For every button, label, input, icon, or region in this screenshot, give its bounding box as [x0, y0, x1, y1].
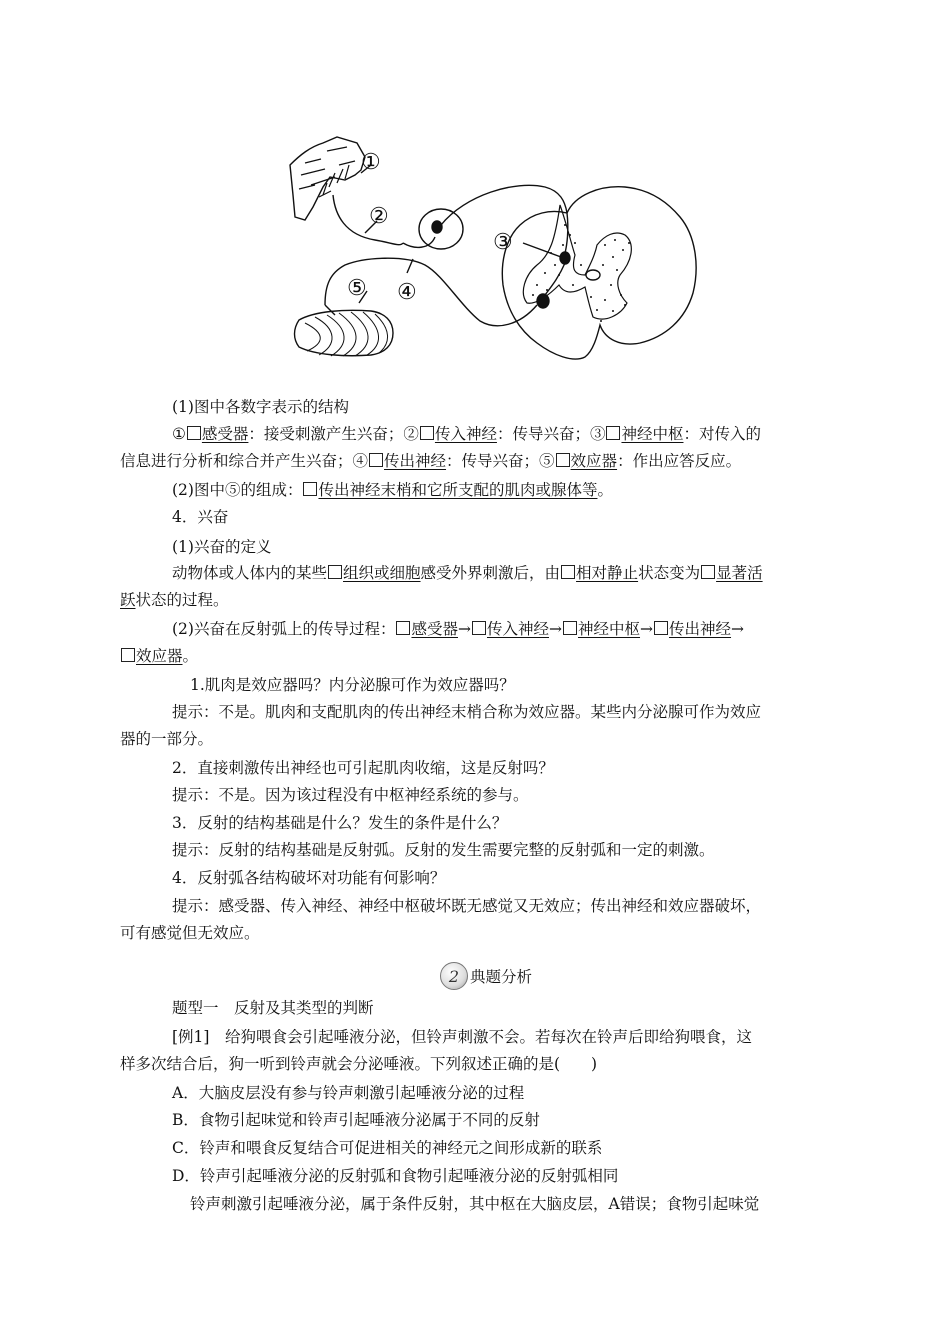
label-1: ①	[361, 150, 381, 175]
text-line	[120, 423, 761, 445]
label-3: ③	[493, 230, 513, 255]
answer-box	[328, 565, 342, 579]
text-segment: (1)兴奋的定义	[172, 538, 272, 556]
text-line	[120, 997, 374, 1019]
text-segment: B．食物引起味觉和铃声引起唾液分泌属于不同的反射	[172, 1111, 540, 1129]
text-segment: (2)兴奋在反射弧上的传导过程：	[172, 620, 396, 638]
text-segment: 提示：不是。肌肉和支配肌肉的传出神经末梢合称为效应器。某些内分泌腺可作为效应	[172, 703, 762, 721]
answer-box	[303, 482, 317, 496]
text-line	[120, 784, 529, 806]
text-segment: 提示：不是。因为该过程没有中枢神经系统的参与。	[172, 786, 529, 804]
text-segment: 感受外界刺激后，由	[420, 564, 561, 582]
answer-box	[701, 565, 715, 579]
answer-text: 效应器	[570, 452, 618, 470]
text-segment: ：对传入的	[683, 425, 761, 443]
answer-text: 传出神经	[384, 452, 447, 470]
section-title: 典题分析	[470, 968, 533, 986]
answer-text: 传入神经	[486, 620, 549, 638]
text-segment: ：作出应答反应。	[617, 452, 742, 470]
text-line	[120, 701, 761, 723]
text-segment: 。	[182, 647, 199, 665]
text-line	[120, 450, 741, 472]
text-segment: (2)图中⑤的组成：	[172, 481, 303, 499]
text-segment: 2．直接刺激传出神经也可引起肌肉收缩，这是反射吗？	[172, 759, 554, 777]
text-line	[120, 479, 613, 501]
text-segment: ①	[172, 425, 186, 443]
text-segment: ：接受刺激产生兴奋；②	[248, 425, 419, 443]
text-segment: (1)图中各数字表示的结构	[172, 398, 349, 416]
text-segment: 4．反射弧各结构破坏对功能有何影响？	[172, 869, 446, 887]
answer-box	[561, 565, 575, 579]
text-segment: 铃声刺激引起唾液分泌，属于条件反射，其中枢在大脑皮层，A错误；食物引起味觉	[190, 1195, 760, 1213]
text-line	[120, 757, 554, 779]
text-segment: ：传导兴奋；⑤	[446, 452, 555, 470]
answer-box	[420, 426, 434, 440]
section-heading	[440, 962, 532, 990]
section-number-badge: 2	[440, 962, 468, 990]
answer-text: 传入神经	[434, 425, 497, 443]
answer-text: 传出神经	[669, 620, 732, 638]
text-segment: A．大脑皮层没有参与铃声刺激引起唾液分泌的过程	[172, 1084, 525, 1102]
text-segment: →	[549, 620, 562, 638]
text-line	[120, 396, 349, 418]
answer-text: 神经中枢	[578, 620, 641, 638]
answer-box	[563, 621, 577, 635]
text-segment: 器的一部分。	[120, 730, 214, 748]
text-segment: 3．反射的结构基础是什么？发生的条件是什么？	[172, 814, 508, 832]
reflex-arc-diagram	[275, 125, 720, 390]
text-line	[120, 506, 228, 528]
skin-receptor	[290, 137, 365, 220]
text-line	[120, 618, 744, 640]
text-segment: →	[731, 620, 745, 638]
text-segment: D．铃声引起唾液分泌的反射弧和食物引起唾液分泌的反射弧相同	[172, 1167, 619, 1185]
text-segment: →	[640, 620, 654, 638]
text-segment: 状态的过程。	[135, 591, 229, 609]
text-line	[120, 728, 213, 750]
text-segment: 题型一 反射及其类型的判断	[172, 999, 374, 1017]
text-line	[120, 812, 507, 834]
text-line	[120, 645, 198, 667]
answer-box	[654, 621, 668, 635]
answer-text: 感受器	[201, 425, 249, 443]
text-segment: [例1] 给狗喂食会引起唾液分泌，但铃声刺激不会。若每次在铃声后即给狗喂食，这	[172, 1028, 752, 1046]
text-line	[120, 867, 445, 889]
text-segment: 提示：感受器、传入神经、神经中枢破坏既无感觉又无效应；传出神经和效应器破坏，	[172, 897, 762, 915]
answer-text: 效应器	[136, 647, 183, 665]
answer-box	[369, 453, 383, 467]
text-line	[120, 895, 761, 917]
text-line	[120, 1026, 752, 1048]
text-segment: →	[457, 620, 471, 638]
answer-text: 跃	[120, 591, 136, 609]
answer-box	[606, 426, 620, 440]
answer-text: 显著活	[716, 564, 763, 582]
text-segment: 4．兴奋	[172, 508, 229, 526]
text-line	[120, 1082, 524, 1104]
text-line	[120, 536, 271, 558]
text-line	[120, 562, 763, 584]
text-line	[120, 1193, 759, 1215]
answer-box	[556, 453, 570, 467]
text-segment: 动物体或人体内的某些	[172, 564, 328, 582]
answer-box	[472, 621, 486, 635]
answer-box	[187, 426, 201, 440]
text-segment: 提示：反射的结构基础是反射弧。反射的发生需要完整的反射弧和一定的刺激。	[172, 841, 715, 859]
answer-box	[396, 621, 410, 635]
text-line	[120, 1137, 602, 1159]
answer-text: 传出神经末梢和它所支配的肌肉或腺体等	[318, 481, 598, 499]
text-line	[120, 922, 260, 944]
text-segment: 。	[597, 481, 613, 499]
text-segment: 1.肌肉是效应器吗？内分泌腺可作为效应器吗？	[190, 676, 515, 694]
text-line	[120, 1165, 618, 1187]
text-segment: C．铃声和喂食反复结合可促进相关的神经元之间形成新的联系	[172, 1139, 603, 1157]
text-segment: ：传导兴奋；③	[496, 425, 606, 443]
text-segment: 信息进行分析和综合并产生兴奋；④	[120, 452, 369, 470]
text-line	[120, 839, 715, 861]
answer-text: 神经中枢	[621, 425, 684, 443]
text-segment: 样多次结合后，狗一听到铃声就会分泌唾液。下列叙述正确的是( )	[120, 1055, 598, 1073]
text-segment: 可有感觉但无效应。	[120, 924, 260, 942]
answer-text: 组织或细胞	[343, 564, 421, 582]
label-5: ⑤	[347, 276, 367, 301]
answer-text: 相对静止	[576, 564, 639, 582]
afferent-nerve	[333, 195, 403, 245]
answer-box	[121, 648, 135, 662]
text-line	[120, 674, 515, 696]
label-4: ④	[397, 280, 417, 305]
text-line	[120, 1109, 540, 1131]
label-2: ②	[369, 204, 389, 229]
answer-text: 感受器	[411, 620, 458, 638]
text-line	[120, 1053, 597, 1075]
text-segment: 状态变为	[638, 564, 701, 582]
text-line	[120, 589, 229, 611]
